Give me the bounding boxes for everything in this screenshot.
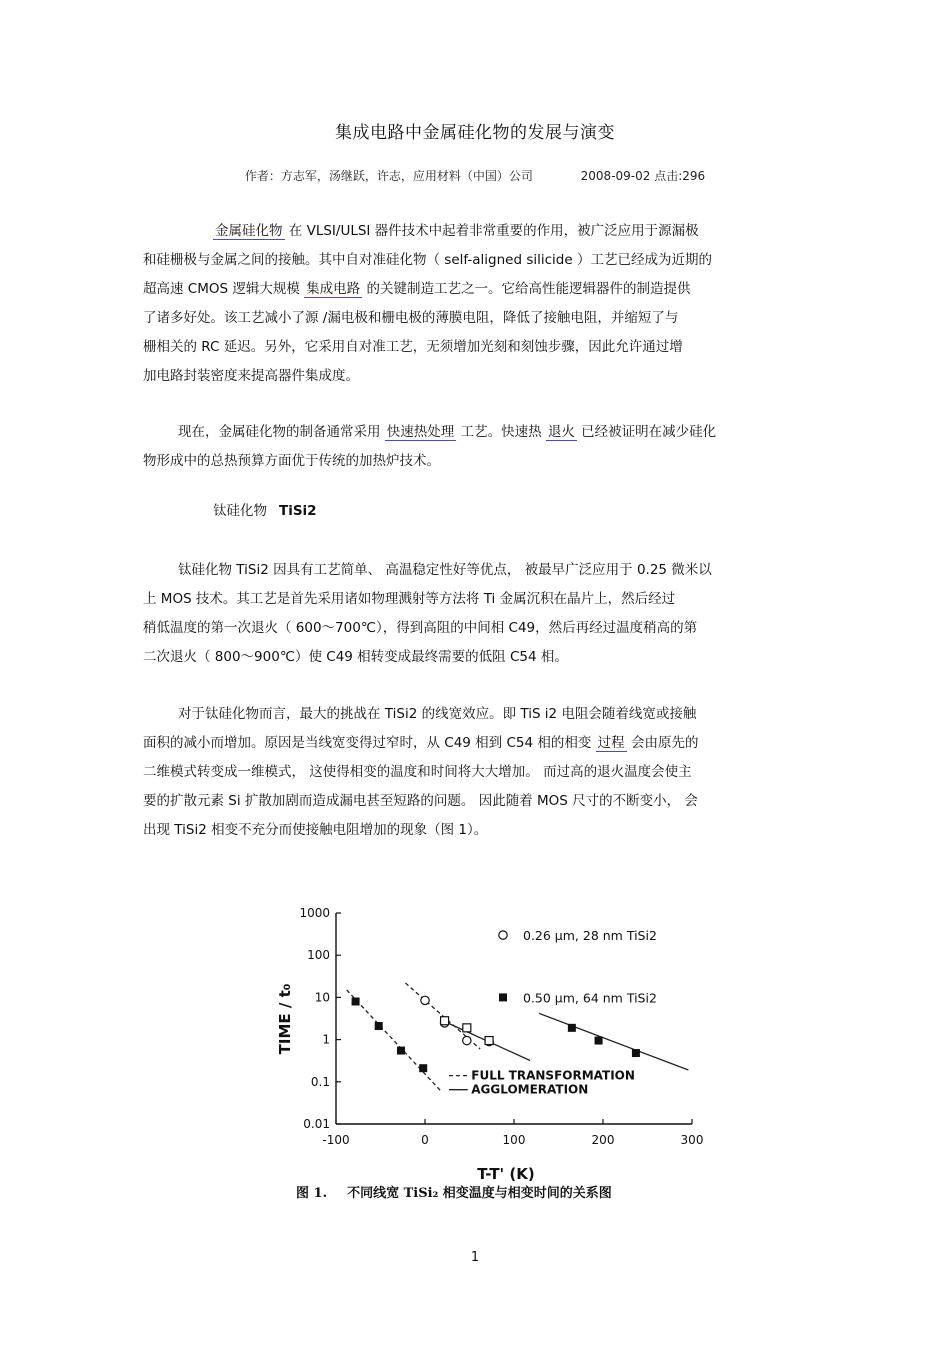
data-point-open-square [463,1024,471,1032]
line-legend-label: FULL TRANSFORMATION [471,1068,635,1083]
fit-line-dashed [347,990,441,1091]
x-tick-label: 200 [591,1133,615,1147]
y-tick-label: 0.1 [310,1074,330,1089]
author-line: 作者：方志军，汤继跃，许志，应用材料（中国）公司 [244,169,533,183]
y-tick-label: 10 [314,990,330,1005]
page-number: 1 [470,1250,480,1265]
date-views: 2008-09-02 点击:296 [580,169,706,183]
legend-entry-label: 0.50 µm, 64 nm TiSi2 [523,990,657,1006]
data-point-filled-square [568,1024,576,1032]
y-tick-label: 0.01 [303,1117,330,1131]
figure-1 [260,895,720,1215]
chart-legend [449,928,657,1097]
paragraph-3: 钛硅化物 TiSi2 因具有工艺简单、 高温稳定性好等优点， 被最早广泛应用于 0.25 微米以 上 MOS 技术。其工艺是首先采用诸如物理溅射等方法将 Ti 金属沉积在晶片上，然后经过 稍低温度的第一次退火（ 600～700℃），得到高阻的中间相 C49，然后再经过温度稍高的第 二次退火（ 800～900℃）使 C49 相转变成最终需要的低阻 C54 相。 [143,562,712,665]
paragraph-4: 对于钛硅化物而言，最大的挑战在 TiSi2 的线宽效应。即 TiS i2 电阻会随着线宽或接触 面积的减小而增加。原因是当线宽变得过窄时，从 C49 相到 C54 相的相变 过程 会由原先的 二维模式转变成一维模式， 这使得相变的温度和时间将大大增加。 而过高的退火温度会使主 要的扩散元素 Si 扩散加剧而造成漏电甚至短路的问题。 因此随着 MOS 尺寸的不断变小， 会 出现 TiSi2 相变不充分而使接触电阻增加的现象（图 1）。 [143,706,699,838]
fit-line-solid [539,1013,689,1070]
data-point-open-circle [421,996,429,1004]
y-tick-label: 1000 [299,906,330,920]
data-point-open-square [441,1017,449,1025]
link-integrated-circuit[interactable]: 集成电路 [306,281,361,297]
section-heading: 钛硅化物 TiSi2 [213,503,317,519]
link-process[interactable]: 过程 [597,735,625,751]
legend-entry-label: 0.26 µm, 28 nm TiSi2 [523,928,657,944]
data-point-filled-square [375,1022,383,1030]
data-point-filled-square [397,1047,405,1055]
x-tick-label: -100 [322,1133,350,1147]
paragraph-2: 现在，金属硅化物的制备通常采用 快速热处理 工艺。快速热 退火 已经被证明在减少硅化 物形成中的总热预算方面优于传统的加热炉技术。 [143,424,717,469]
link-metal-silicide[interactable]: 金属硅化物 [215,223,283,239]
link-rapid-thermal-processing[interactable]: 快速热处理 [386,424,455,440]
article-title: 集成电路中金属硅化物的发展与演变 [335,123,615,143]
data-point-filled-square [595,1037,603,1045]
data-point-filled-square [352,997,360,1005]
x-axis-label: T-T' (K) [477,1165,535,1183]
data-point-filled-square [499,993,507,1001]
x-tick-label: 0 [421,1133,429,1147]
chart-marks [352,996,640,1072]
paragraph-1: 金属硅化物 在 VLSI/ULSI 器件技术中起着非常重要的作用，被广泛应用于源漏极 和硅栅极与金属之间的接触。其中自对准硅化物（ self-aligned silicide ）工艺已经成为近期的 超高速 CMOS 逻辑大规模 集成电路 的关键制造工艺之一。它给高性能逻辑器件的制造提供 了诸多好处。该工艺减小了源 /漏电极和栅电极的薄膜电阻，降低了接触电阻，并缩短了与 栅相关的 RC 延迟。另外，它采用自对准工艺，无须增加光刻和刻蚀步骤，因此允许通过增 加电路封装密度来提高器件集成度。 [143,223,712,384]
y-axis-label: TIME / t₀ [276,983,294,1055]
line-legend-label: AGGLOMERATION [471,1082,589,1097]
figure-caption: 图 1. 不同线宽 TiSi₂ 相变温度与相变时间的关系图 [296,1186,612,1201]
x-tick-label: 300 [680,1133,704,1147]
link-annealing[interactable]: 退火 [547,424,575,440]
data-point-open-circle [499,931,507,939]
x-tick-label: 100 [502,1133,526,1147]
y-tick-label: 1 [322,1032,330,1047]
data-point-filled-square [419,1064,427,1072]
time-vs-temperature-chart [260,895,720,1215]
y-tick-label: 100 [307,948,330,963]
data-point-open-circle [463,1036,471,1044]
data-point-filled-square [632,1049,640,1057]
article-meta [0,167,950,184]
data-point-open-square [485,1037,493,1045]
